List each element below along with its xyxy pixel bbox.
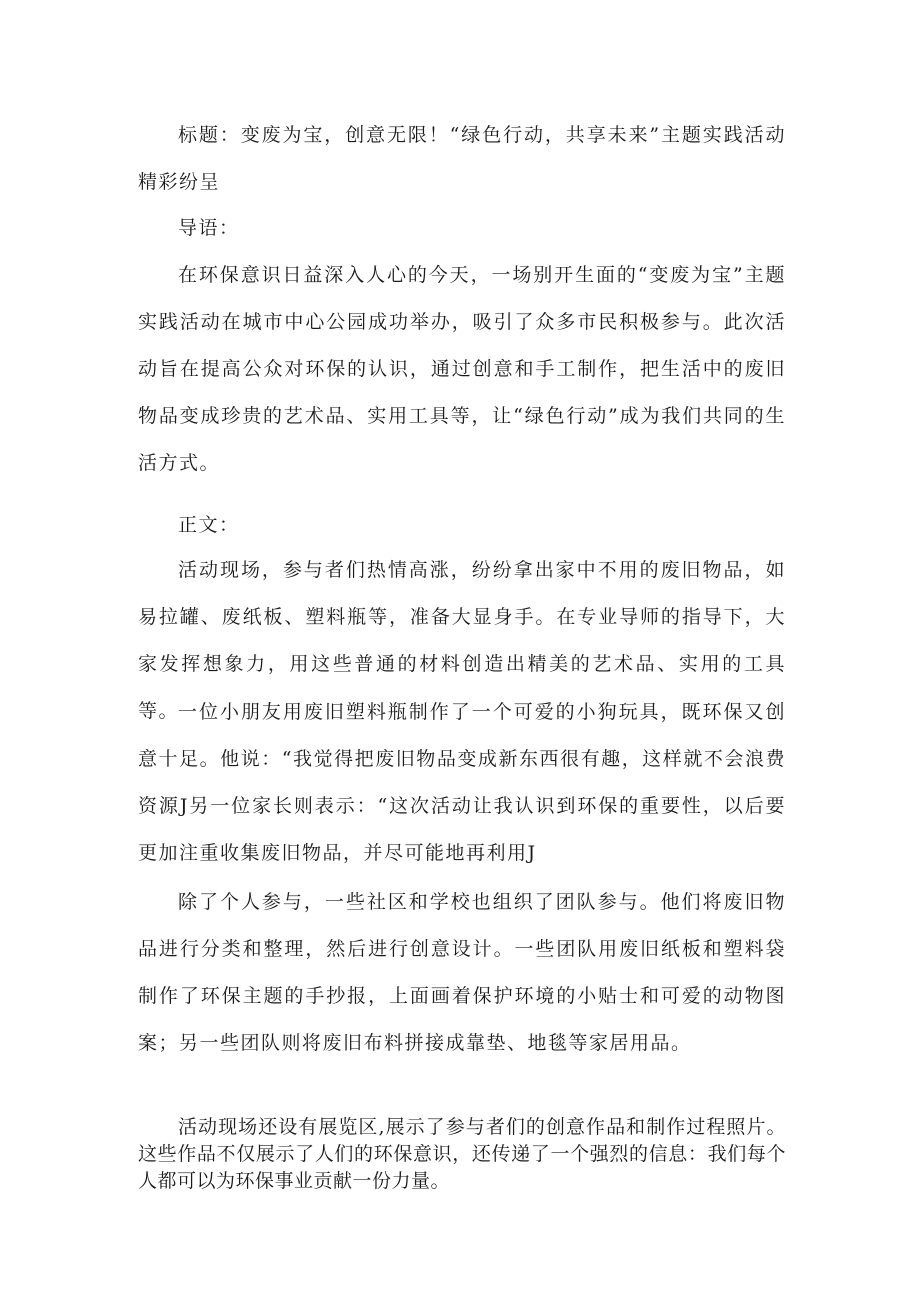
intro-label: 导语： <box>178 217 240 239</box>
body-paragraph: 活动现场，参与者们热情高涨，纷纷拿出家中不用的废旧物品，如易拉罐、废纸板、塑料瓶等，准备大显身手。在专业导师的指导下，大家发挥想象力，用这些普通的材料创造出精美的艺术品、实用的工具等。 <box>138 559 786 722</box>
body-label: 正文： <box>178 514 240 536</box>
body-paragraph: 一位小朋友用废旧塑料瓶制作了一个可爱的小狗玩具，既环保又创意十足。他说：“我觉得把废旧物品变成新东西很有趣，这样就不会浪费资源J另一位家长则表示：“这次活动让我认识到环保的重要性，以后要更加注重收集废旧物品，并尽可能地再利用J <box>138 701 786 864</box>
body-paragraph: 除了个人参与，一些社区和学校也组织了团队参与。他们将废旧物品进行分类和整理，然后进行创意设计。一些团队用废旧纸板和塑料袋制作了环保主题的手抄报，上面画着保护环境的小贴士和可爱的动物图案；另一些团队则将废旧布料拼接成靠垫、地毯等家居用品。 <box>138 891 786 1054</box>
intro-paragraph: 在环保意识日益深入人心的今天，一场别开生面的“变废为宝”主题实践活动在城市中心公园成功举办，吸引了众多市民积极参与。此次活动旨在提高公众对环保的认识，通过创意和手工制作，把生活中的废旧物品变成珍贵的艺术品、实用工具等，让“绿色行动”成为我们共同的生活方式。 <box>138 264 786 474</box>
body-paragraph: 活动现场还设有展览区,展示了参与者们的创意作品和制作过程照片。这些作品不仅展示了人们的环保意识，还传递了一个强烈的信息：我们每个人都可以为环保事业贡献一份力量。 <box>138 1116 786 1192</box>
document-title: 标题：变废为宝，创意无限！“绿色行动，共享未来”主题实践活动精彩纷呈 <box>138 124 786 193</box>
